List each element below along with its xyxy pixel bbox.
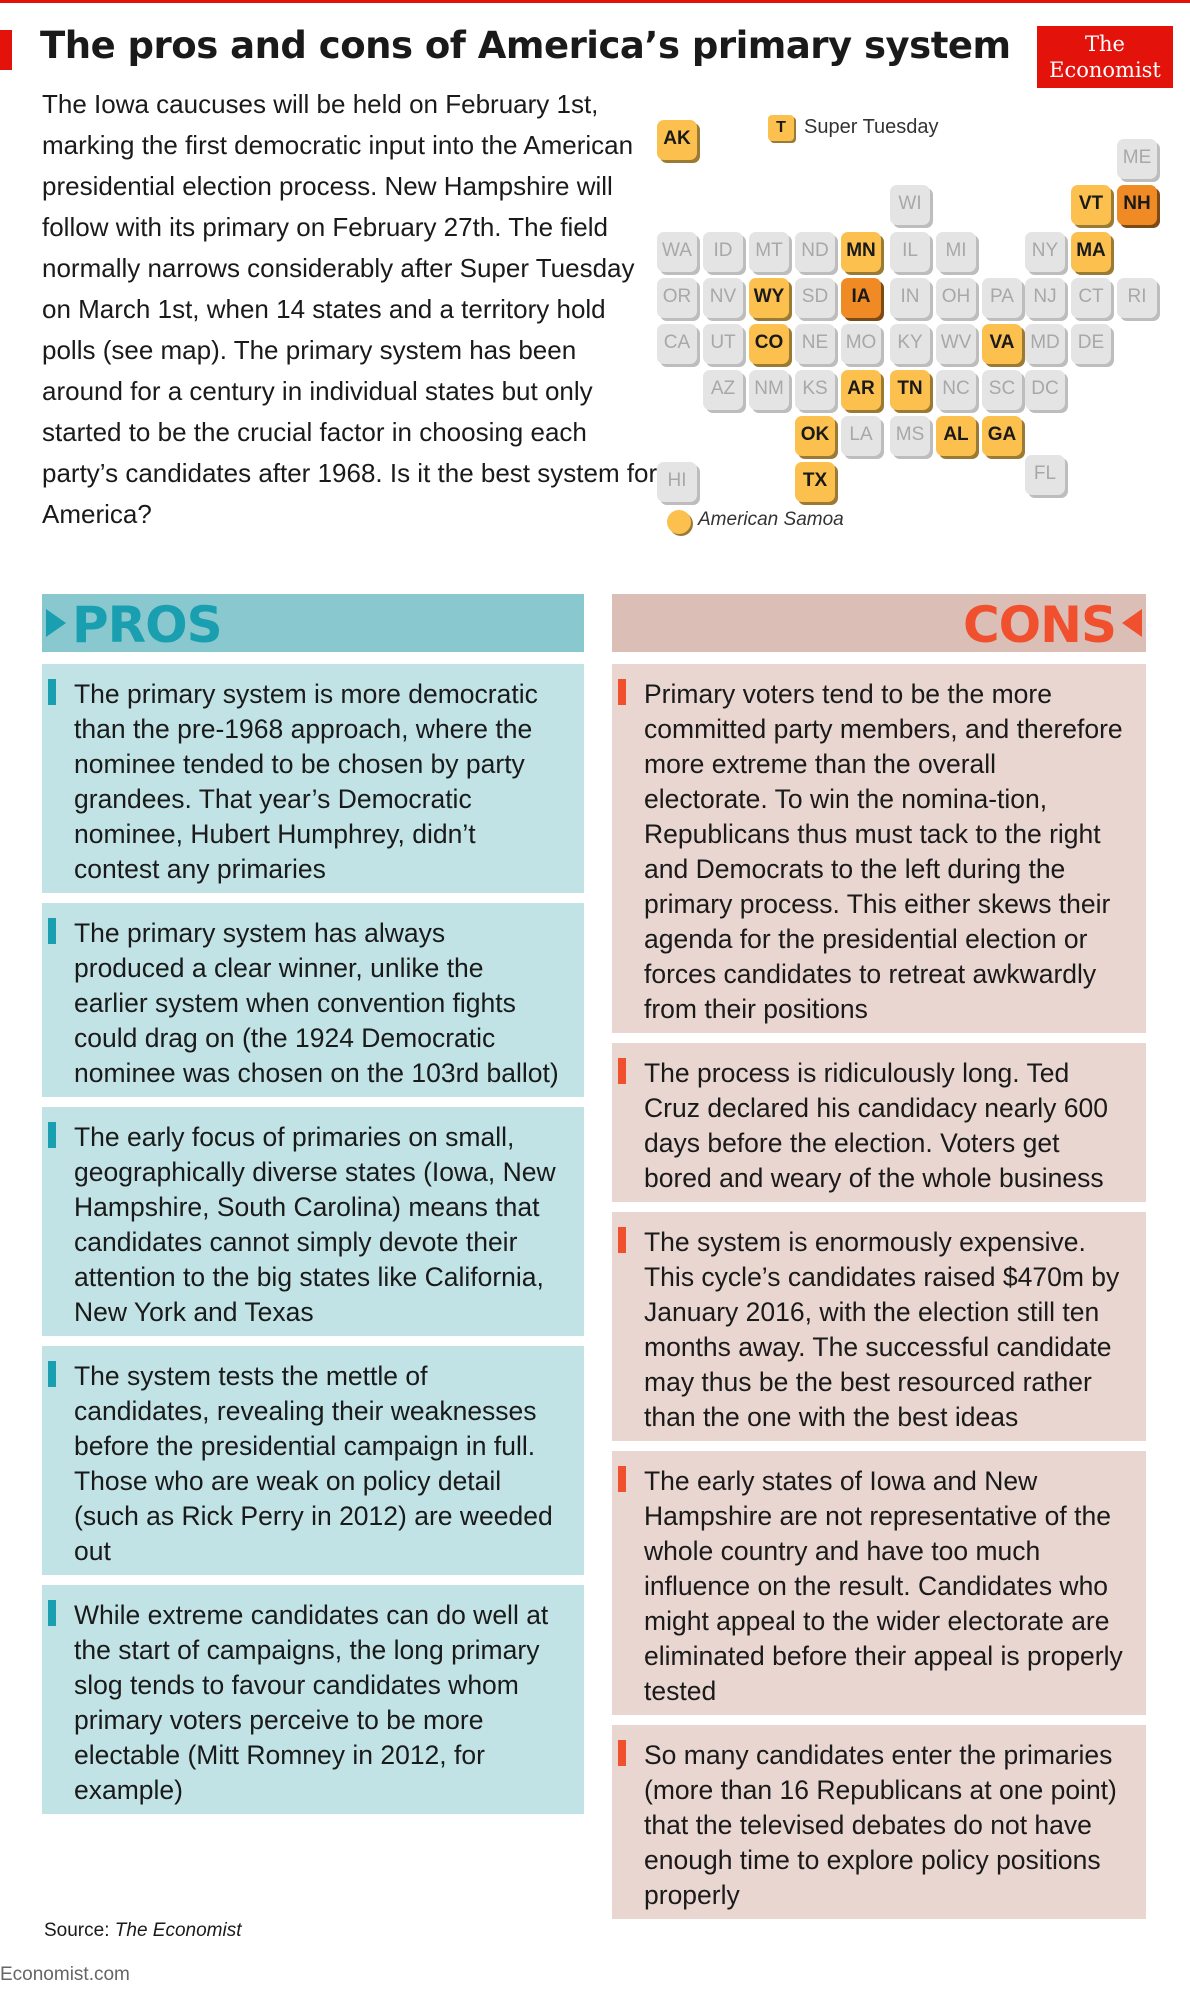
state-tile-wy: WY	[749, 278, 789, 318]
state-tile-nj: NJ	[1025, 278, 1065, 318]
pros-item	[42, 903, 584, 1097]
source-prefix: Source:	[44, 1920, 115, 1941]
legend-super-tuesday-label: Super Tuesday	[804, 116, 939, 138]
bullet-bar	[618, 1466, 626, 1492]
cons-item-text: So many candidates enter the primaries (more than 16 Republicans at one point) that the televised debates do not have enough time to explore policy positions properly	[644, 1740, 1117, 1910]
pros-arrow-icon	[46, 609, 66, 637]
state-tile-tn: TN	[890, 370, 930, 410]
state-tile-md: MD	[1025, 324, 1065, 364]
bullet-bar	[48, 1600, 56, 1626]
state-tile-nv: NV	[703, 278, 743, 318]
pros-item-text: The primary system is more democratic than the pre-1968 approach, where the nominee tended to be chosen by party grandees. That year’s Democratic nominee, Hubert Humphrey, didn’t contest any primaries	[74, 679, 538, 884]
state-tile-hi: HI	[657, 462, 697, 502]
bullet-bar	[618, 679, 626, 705]
page-title: The pros and cons of America’s primary system	[40, 24, 1011, 67]
state-tile-mo: MO	[841, 324, 881, 364]
state-tile-ma: MA	[1071, 232, 1111, 272]
cons-item	[612, 1451, 1146, 1715]
state-tile-az: AZ	[703, 370, 743, 410]
pros-item	[42, 1585, 584, 1814]
pros-item-text: The primary system has always produced a clear winner, unlike the earlier system when convention fights could drag on (the 1924 Democratic nominee was chosen on the 103rd ballot)	[74, 918, 559, 1088]
state-tile-ok: OK	[795, 416, 835, 456]
source-note	[44, 1920, 242, 1942]
state-tile-la: LA	[841, 416, 881, 456]
pros-heading: PROS	[72, 596, 222, 654]
state-tile-ak: AK	[657, 120, 697, 160]
state-tile-ky: KY	[890, 324, 930, 364]
state-tile-tx: TX	[795, 462, 835, 502]
pros-header	[42, 594, 584, 652]
state-tile-dc: DC	[1025, 370, 1065, 410]
state-tile-ut: UT	[703, 324, 743, 364]
cons-item-text: The early states of Iowa and New Hampshire are not representative of the whole country and have too much influence on the result. Candidates who might appeal to the wider electorate are eliminated before their appeal is properly tested	[644, 1466, 1123, 1706]
cons-arrow-icon	[1122, 609, 1142, 637]
state-tile-mn: MN	[841, 232, 881, 272]
state-tile-sd: SD	[795, 278, 835, 318]
bullet-bar	[48, 918, 56, 944]
state-tile-nm: NM	[749, 370, 789, 410]
red-tab-marker	[0, 30, 12, 70]
pros-item	[42, 1107, 584, 1336]
bullet-bar	[48, 1122, 56, 1148]
cons-header	[612, 594, 1146, 652]
intro-paragraph: The Iowa caucuses will be held on February 1st, marking the first democratic input into the American presidential election process. New Hampshire will follow with its primary on February 27th. The field normally narrows considerably after Super Tuesday on March 1st, when 14 states and a territory hold polls (see map). The primary system has been around for a century in individual states but only started to be the crucial factor in choosing each party’s candidates after 1968. Is it the best system for America?	[42, 89, 658, 529]
bullet-bar	[48, 1361, 56, 1387]
state-tile-id: ID	[703, 232, 743, 272]
pros-item	[42, 1346, 584, 1575]
state-tile-pa: PA	[982, 278, 1022, 318]
state-tile-wa: WA	[657, 232, 697, 272]
state-tile-al: AL	[936, 416, 976, 456]
bullet-bar	[618, 1227, 626, 1253]
state-tile-co: CO	[749, 324, 789, 364]
state-tile-fl: FL	[1025, 455, 1065, 495]
bullet-bar	[618, 1740, 626, 1766]
source-name: The Economist	[114, 1920, 242, 1941]
logo-line-2: Economist	[1049, 58, 1161, 82]
cons-item-text: The system is enormously expensive. This cycle’s candidates raised $470m by January 2016, with the election still ten months away. The successful candidate may thus be the best resourced rather than the one with the best ideas	[644, 1227, 1120, 1432]
cons-list	[612, 664, 1146, 1929]
state-tile-or: OR	[657, 278, 697, 318]
state-tile-ms: MS	[890, 416, 930, 456]
state-tile-mi: MI	[936, 232, 976, 272]
state-tile-ar: AR	[841, 370, 881, 410]
cons-item-text: The process is ridiculously long. Ted Cruz declared his candidacy nearly 600 days before the election. Voters get bored and weary of the whole business	[644, 1058, 1109, 1193]
state-tile-ri: RI	[1117, 278, 1157, 318]
state-tile-me: ME	[1117, 139, 1157, 179]
pros-item-text: The early focus of primaries on small, geographically diverse states (Iowa, New Hampshire, South Carolina) means that candidates cannot simply devote their attention to the big states like California, New York and Texas	[74, 1122, 556, 1327]
cons-item-text: Primary voters tend to be the more committed party members, and therefore more extreme than the overall electorate. To win the nomina-tion, Republicans thus must tack to the right and Democrats to the left during the primary process. This either skews their agenda for the presidential election or forces candidates to retreat awkwardly from their positions	[644, 679, 1123, 1024]
state-tile-il: IL	[890, 232, 930, 272]
state-tile-oh: OH	[936, 278, 976, 318]
state-tile-va: VA	[982, 324, 1022, 364]
pros-item-text: The system tests the mettle of candidates, revealing their weaknesses before the presidential campaign in full. Those who are weak on policy detail (such as Rick Perry in 2012) are weeded out	[74, 1361, 553, 1566]
state-tile-ia: IA	[841, 278, 881, 318]
logo-line-1: The	[1085, 32, 1125, 56]
state-tile-de: DE	[1071, 324, 1111, 364]
state-tile-mt: MT	[749, 232, 789, 272]
cons-item	[612, 1043, 1146, 1202]
pros-list	[42, 664, 584, 1824]
cons-heading: CONS	[962, 596, 1116, 654]
american-samoa-dot	[667, 510, 691, 534]
state-tile-ks: KS	[795, 370, 835, 410]
bullet-bar	[618, 1058, 626, 1084]
pros-item-text: While extreme candidates can do well at the start of campaigns, the long primary slog tends to favour candidates whom primary voters perceive to be more electable (Mitt Romney in 2012, for example)	[74, 1600, 549, 1805]
state-tile-nh: NH	[1117, 185, 1157, 225]
state-tile-ca: CA	[657, 324, 697, 364]
state-tile-ne: NE	[795, 324, 835, 364]
state-tile-in: IN	[890, 278, 930, 318]
cons-item	[612, 1725, 1146, 1919]
state-tile-nc: NC	[936, 370, 976, 410]
bullet-bar	[48, 679, 56, 705]
state-tile-vt: VT	[1071, 185, 1111, 225]
state-tile-ct: CT	[1071, 278, 1111, 318]
american-samoa-label: American Samoa	[698, 509, 844, 530]
state-tile-sc: SC	[982, 370, 1022, 410]
top-rule	[0, 0, 1190, 3]
state-tile-nd: ND	[795, 232, 835, 272]
cons-item	[612, 1212, 1146, 1441]
pros-item	[42, 664, 584, 893]
state-tile-wi: WI	[890, 185, 930, 225]
state-tile-ny: NY	[1025, 232, 1065, 272]
state-tile-ga: GA	[982, 416, 1022, 456]
economist-logo[interactable]	[1037, 26, 1173, 88]
site-credit: Economist.com	[0, 1964, 130, 1985]
state-tile-wv: WV	[936, 324, 976, 364]
legend-super-tuesday-marker: T	[768, 115, 794, 141]
cons-item	[612, 664, 1146, 1033]
